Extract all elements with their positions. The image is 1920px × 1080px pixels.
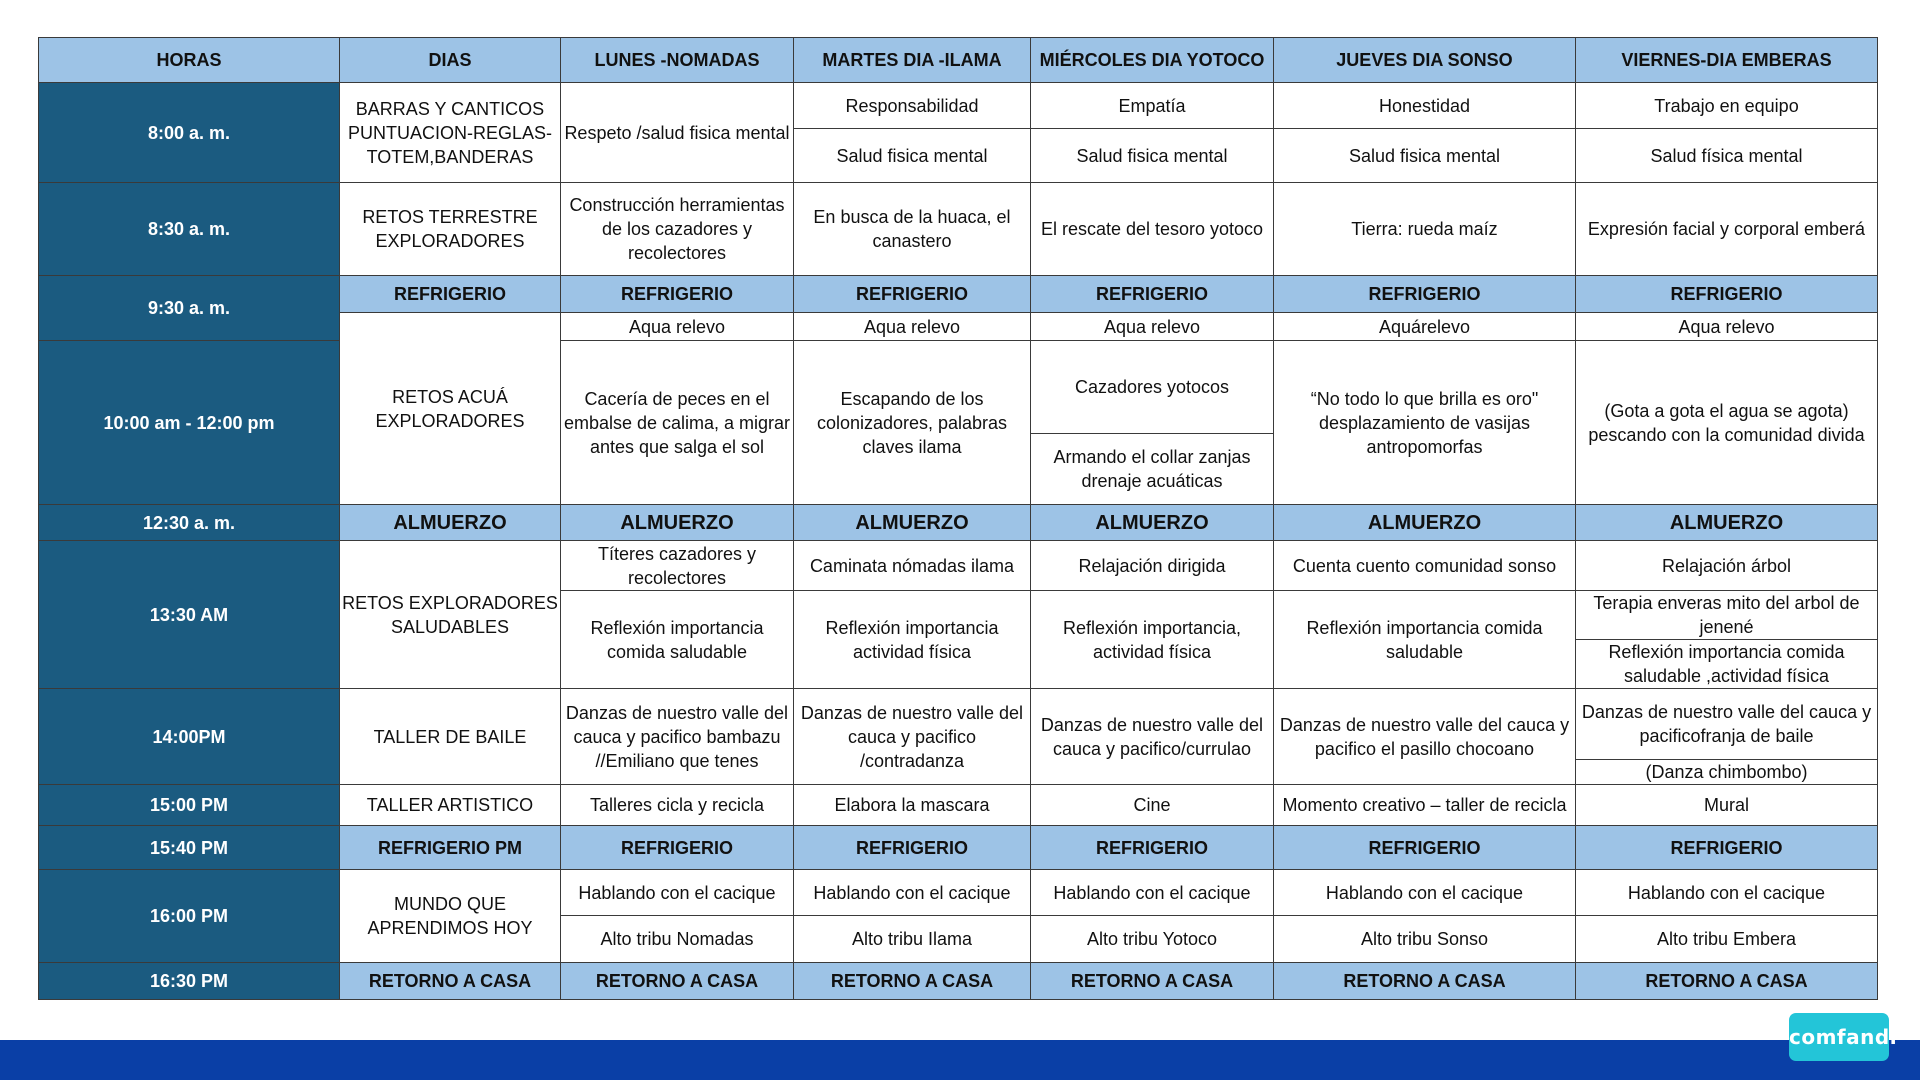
- jueves-mundo-2: Alto tribu Sonso: [1274, 916, 1576, 963]
- miercoles-artistico: Cine: [1031, 785, 1274, 826]
- lunes-830: Construcción herramientas de los cazadores y recolectores: [561, 183, 794, 276]
- hour-1400: 14:00PM: [39, 689, 340, 785]
- jueves-retorno: RETORNO A CASA: [1274, 963, 1576, 1000]
- jueves-mundo-1: Hablando con el cacique: [1274, 870, 1576, 916]
- viernes-artistico: Mural: [1576, 785, 1878, 826]
- miercoles-acua-2: Armando el collar zanjas drenaje acuáticas: [1031, 434, 1274, 505]
- jueves-800-b: Salud fisica mental: [1274, 129, 1576, 183]
- lunes-saludables-1: Títeres cazadores y recolectores: [561, 541, 794, 591]
- miercoles-830: El rescate del tesoro yotoco: [1031, 183, 1274, 276]
- miercoles-relevo: Aqua relevo: [1031, 313, 1274, 341]
- lunes-800: Respeto /salud fisica mental: [561, 83, 794, 183]
- martes-saludables-1: Caminata nómadas ilama: [794, 541, 1031, 591]
- viernes-saludables-2b: Reflexión importancia comida saludable ,actividad física: [1576, 640, 1878, 689]
- row-1230: [39, 505, 1878, 541]
- miercoles-almuerzo: ALMUERZO: [1031, 505, 1274, 541]
- martes-almuerzo: ALMUERZO: [794, 505, 1031, 541]
- jueves-almuerzo: ALMUERZO: [1274, 505, 1576, 541]
- hour-1230: 12:30 a. m.: [39, 505, 340, 541]
- miercoles-mundo-2: Alto tribu Yotoco: [1031, 916, 1274, 963]
- viernes-retorno: RETORNO A CASA: [1576, 963, 1878, 1000]
- viernes-800-b: Salud física mental: [1576, 129, 1878, 183]
- martes-mundo-2: Alto tribu Ilama: [794, 916, 1031, 963]
- row-1330-a: [39, 541, 1878, 591]
- viernes-baile-2: (Danza chimbombo): [1576, 760, 1878, 785]
- row-1630: [39, 963, 1878, 1000]
- martes-acua: Escapando de los colonizadores, palabras claves ilama: [794, 341, 1031, 505]
- miercoles-800-a: Empatía: [1031, 83, 1274, 129]
- martes-refrigerio: REFRIGERIO: [794, 276, 1031, 313]
- header-miercoles: MIÉRCOLES DIA YOTOCO: [1031, 38, 1274, 83]
- dias-saludables: RETOS EXPLORADORES SALUDABLES: [340, 541, 561, 689]
- header-horas: HORAS: [39, 38, 340, 83]
- martes-800-a: Responsabilidad: [794, 83, 1031, 129]
- viernes-mundo-2: Alto tribu Embera: [1576, 916, 1878, 963]
- viernes-almuerzo: ALMUERZO: [1576, 505, 1878, 541]
- hour-1500: 15:00 PM: [39, 785, 340, 826]
- dias-baile: TALLER DE BAILE: [340, 689, 561, 785]
- dias-artistico: TALLER ARTISTICO: [340, 785, 561, 826]
- martes-relevo: Aqua relevo: [794, 313, 1031, 341]
- jueves-830: Tierra: rueda maíz: [1274, 183, 1576, 276]
- hour-1600: 16:00 PM: [39, 870, 340, 963]
- viernes-saludables-1: Relajación árbol: [1576, 541, 1878, 591]
- header-lunes: LUNES -NOMADAS: [561, 38, 794, 83]
- jueves-artistico: Momento creativo – taller de recicla: [1274, 785, 1576, 826]
- row-1600-a: [39, 870, 1878, 916]
- jueves-saludables-2: Reflexión importancia comida saludable: [1274, 591, 1576, 689]
- lunes-baile: Danzas de nuestro valle del cauca y pacifico bambazu //Emiliano que tenes: [561, 689, 794, 785]
- schedule-table: [38, 37, 1878, 1000]
- martes-refrigerio-pm: REFRIGERIO: [794, 826, 1031, 870]
- jueves-800-a: Honestidad: [1274, 83, 1576, 129]
- viernes-830: Expresión facial y corporal emberá: [1576, 183, 1878, 276]
- hour-1000: 10:00 am - 12:00 pm: [39, 341, 340, 505]
- lunes-artistico: Talleres cicla y recicla: [561, 785, 794, 826]
- jueves-refrigerio-pm: REFRIGERIO: [1274, 826, 1576, 870]
- lunes-mundo-1: Hablando con el cacique: [561, 870, 794, 916]
- martes-mundo-1: Hablando con el cacique: [794, 870, 1031, 916]
- hour-1630: 16:30 PM: [39, 963, 340, 1000]
- hour-1330: 13:30 AM: [39, 541, 340, 689]
- row-1540: [39, 826, 1878, 870]
- row-800-a: [39, 83, 1878, 129]
- row-1400-a: [39, 689, 1878, 760]
- miercoles-acua-1: Cazadores yotocos: [1031, 341, 1274, 434]
- viernes-saludables-2a: Terapia enveras mito del arbol de jenené: [1576, 591, 1878, 640]
- hour-930: 9:30 a. m.: [39, 276, 340, 341]
- miercoles-saludables-2: Reflexión importancia, actividad física: [1031, 591, 1274, 689]
- lunes-acua: Cacería de peces en el embalse de calima, a migrar antes que salga el sol: [561, 341, 794, 505]
- martes-saludables-2: Reflexión importancia actividad física: [794, 591, 1031, 689]
- miercoles-retorno: RETORNO A CASA: [1031, 963, 1274, 1000]
- header-row: [39, 38, 1878, 83]
- footer-bar: [0, 1040, 1920, 1080]
- row-1000-a: [39, 341, 1878, 434]
- viernes-800-a: Trabajo en equipo: [1576, 83, 1878, 129]
- jueves-saludables-1: Cuenta cuento comunidad sonso: [1274, 541, 1576, 591]
- comfandi-logo: comfandi: [1789, 1013, 1889, 1061]
- viernes-acua: (Gota a gota el agua se agota) pescando con la comunidad divida: [1576, 341, 1878, 505]
- miercoles-baile: Danzas de nuestro valle del cauca y pacifico/currulao: [1031, 689, 1274, 785]
- martes-baile: Danzas de nuestro valle del cauca y pacifico /contradanza: [794, 689, 1031, 785]
- lunes-refrigerio-pm: REFRIGERIO: [561, 826, 794, 870]
- miercoles-refrigerio-pm: REFRIGERIO: [1031, 826, 1274, 870]
- dias-refrigerio: REFRIGERIO: [340, 276, 561, 313]
- miercoles-saludables-1: Relajación dirigida: [1031, 541, 1274, 591]
- dias-barras: BARRAS Y CANTICOS PUNTUACION-REGLAS-TOTEM,BANDERAS: [340, 83, 561, 183]
- row-1500: [39, 785, 1878, 826]
- dias-almuerzo: ALMUERZO: [340, 505, 561, 541]
- jueves-refrigerio: REFRIGERIO: [1274, 276, 1576, 313]
- martes-retorno: RETORNO A CASA: [794, 963, 1031, 1000]
- lunes-retorno: RETORNO A CASA: [561, 963, 794, 1000]
- miercoles-mundo-1: Hablando con el cacique: [1031, 870, 1274, 916]
- dias-terrestre: RETOS TERRESTRE EXPLORADORES: [340, 183, 561, 276]
- lunes-relevo: Aqua relevo: [561, 313, 794, 341]
- viernes-refrigerio: REFRIGERIO: [1576, 276, 1878, 313]
- header-viernes: VIERNES-DIA EMBERAS: [1576, 38, 1878, 83]
- viernes-refrigerio-pm: REFRIGERIO: [1576, 826, 1878, 870]
- header-jueves: JUEVES DIA SONSO: [1274, 38, 1576, 83]
- dias-retorno: RETORNO A CASA: [340, 963, 561, 1000]
- lunes-saludables-2: Reflexión importancia comida saludable: [561, 591, 794, 689]
- lunes-mundo-2: Alto tribu Nomadas: [561, 916, 794, 963]
- martes-800-b: Salud fisica mental: [794, 129, 1031, 183]
- jueves-acua: “No todo lo que brilla es oro" desplazamiento de vasijas antropomorfas: [1274, 341, 1576, 505]
- dias-mundo: MUNDO QUE APRENDIMOS HOY: [340, 870, 561, 963]
- viernes-baile-1: Danzas de nuestro valle del cauca y pacificofranja de baile: [1576, 689, 1878, 760]
- row-930: [39, 276, 1878, 313]
- lunes-almuerzo: ALMUERZO: [561, 505, 794, 541]
- dias-acua: RETOS ACUÁ EXPLORADORES: [340, 313, 561, 505]
- header-dias: DIAS: [340, 38, 561, 83]
- row-830: [39, 183, 1878, 276]
- hour-1540: 15:40 PM: [39, 826, 340, 870]
- header-martes: MARTES DIA -ILAMA: [794, 38, 1031, 83]
- martes-artistico: Elabora la mascara: [794, 785, 1031, 826]
- miercoles-800-b: Salud fisica mental: [1031, 129, 1274, 183]
- viernes-relevo: Aqua relevo: [1576, 313, 1878, 341]
- martes-830: En busca de la huaca, el canastero: [794, 183, 1031, 276]
- miercoles-refrigerio: REFRIGERIO: [1031, 276, 1274, 313]
- dias-refrigerio-pm: REFRIGERIO PM: [340, 826, 561, 870]
- lunes-refrigerio: REFRIGERIO: [561, 276, 794, 313]
- jueves-baile: Danzas de nuestro valle del cauca y pacifico el pasillo chocoano: [1274, 689, 1576, 785]
- hour-830: 8:30 a. m.: [39, 183, 340, 276]
- jueves-relevo: Aquárelevo: [1274, 313, 1576, 341]
- hour-800: 8:00 a. m.: [39, 83, 340, 183]
- viernes-mundo-1: Hablando con el cacique: [1576, 870, 1878, 916]
